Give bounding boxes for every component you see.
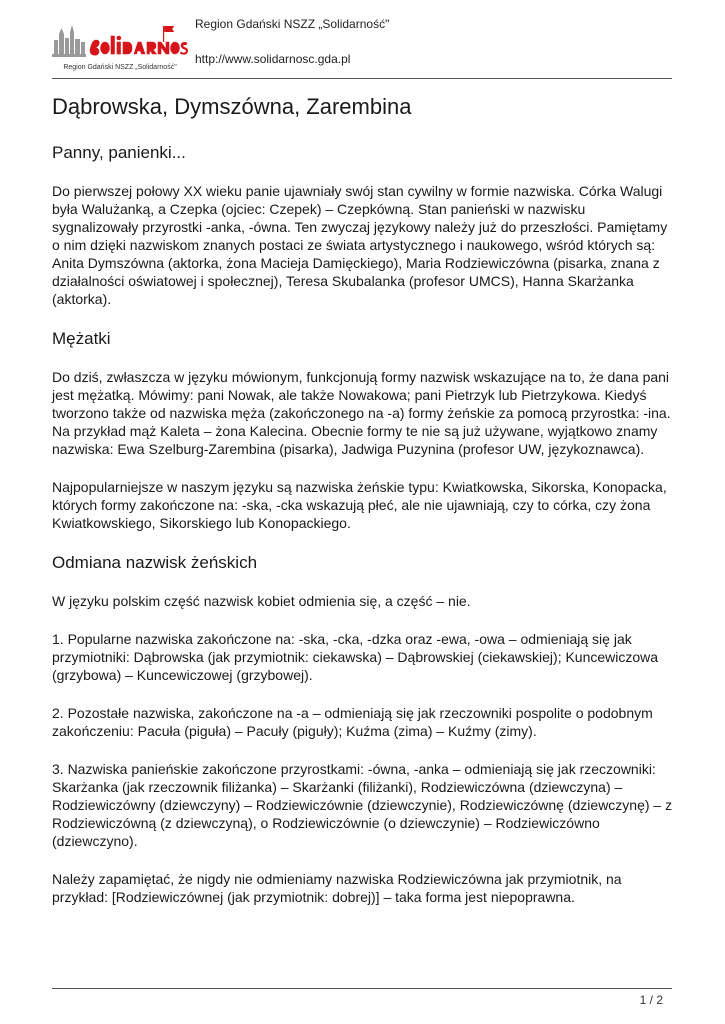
solidarnosc-logo	[52, 22, 188, 74]
organization-name: Region Gdański NSZZ „Solidarność"	[195, 17, 390, 31]
header-divider	[52, 78, 672, 79]
website-link[interactable]: http://www.solidarnosc.gda.pl	[195, 52, 351, 66]
paragraph: 1. Popularne nazwiska zakończone na: -ska, -cka, -dzka oraz -ewa, -owa – odmieniają się jak przymiotniki: Dąbrowska (jak przymiotnik: ciekawska) – Dąbrowskiej (ciekawskiej); Kuncewiczowa (grzybowa) – Kuncewiczowej (grzybowej).	[52, 631, 659, 683]
solidarnosc-logo-graphic	[52, 22, 188, 62]
section-heading-mezatki: Mężatki	[52, 329, 111, 348]
article-content	[52, 92, 674, 926]
section-heading-odmiana: Odmiana nazwisk żeńskich	[52, 553, 258, 572]
footer-divider	[52, 988, 672, 989]
paragraph: Do pierwszej połowy XX wieku panie ujawniały swój stan cywilny w formie nazwiska. Córka Walugi była Walużanką, a Czepka (ojciec: Czepek) – Czepkówną. Stan panieński w nazwisku sygnalizowały przyrostki -anka, -ówna. Ten zwyczaj językowy należy już do przeszłości. Pamiętamy o nim dzięki nazwiskom znanych postaci ze świata artystycznego i naukowego, wśród których są: Anita Dymszówna (aktorka, żona Macieja Damięckiego), Maria Rodziewiczówna (pisarka, znana z działalności oświatowej i społecznej), Teresa Skubalanka (profesor UMCS), Hanna Skarżanka (aktorka).	[52, 183, 668, 307]
paragraph: 3. Nazwiska panieńskie zakończone przyrostkami: -ówna, -anka – odmieniają się jak rzeczowniki: Skarżanka (jak rzeczownik filiżanka) – Skarżanki (filiżanki), Rodziewiczówna (dziewczyna) – Rodziewiczówny (dziewczyny) – Rodziewiczównie (dziewczynie), Rodziewiczównę (dziewczynę) – z Rodziewiczówną (z dziewczyną), o Rodziewiczównie (o dziewczynie) – Rodziewiczówno (dziewczyno).	[52, 761, 673, 849]
section-heading-panny: Panny, panienki...	[52, 143, 186, 162]
page-number: 1 / 2	[639, 993, 663, 1007]
paragraph: Do dziś, zwłaszcza w języku mówionym, funkcjonują formy nazwisk wskazujące na to, że dana pani jest mężatką. Mówimy: pani Nowak, ale także Nowakowa; pani Pietrzyk lub Pietrzykowa. Kiedyś tworzono także od nazwiska męża (zakończonego na -a) formy żeńskie za pomocą przyrostka: -ina. Na przykład mąż Kaleta – żona Kalecina. Obecnie formy te nie są już używane, wyjątkowo znamy nazwiska: Ewa Szelburg-Zarembina (pisarka), Jadwiga Puzynina (profesor UW, językoznawca).	[52, 369, 671, 457]
article-title: Dąbrowska, Dymszówna, Zarembina	[52, 94, 412, 119]
logo-caption: Region Gdański NSZZ „Solidarność"	[63, 64, 177, 71]
page-header	[52, 14, 672, 72]
paragraph: Najpopularniejsze w naszym języku są nazwiska żeńskie typu: Kwiatkowska, Sikorska, Konopacka, których formy zakończone na: -ska, -cka wskazują płeć, ale nie ujawniają, czy to córka, czy żona Kwiatkowskiego, Sikorskiego lub Konopackiego.	[52, 479, 667, 531]
paragraph: 2. Pozostałe nazwiska, zakończone na -a – odmieniają się jak rzeczowniki pospolite o podobnym zakończeniu: Pacuła (piguła) – Pacuły (piguły); Kuźma (zima) – Kuźmy (zimy).	[52, 705, 653, 739]
paragraph: Należy zapamiętać, że nigdy nie odmieniamy nazwiska Rodziewiczówna jak przymiotnik, na przykład: [Rodziewiczównej (jak przymiotnik: dobrej)] – taka forma jest niepoprawna.	[52, 871, 622, 905]
paragraph: W języku polskim część nazwisk kobiet odmienia się, a część – nie.	[52, 593, 471, 609]
